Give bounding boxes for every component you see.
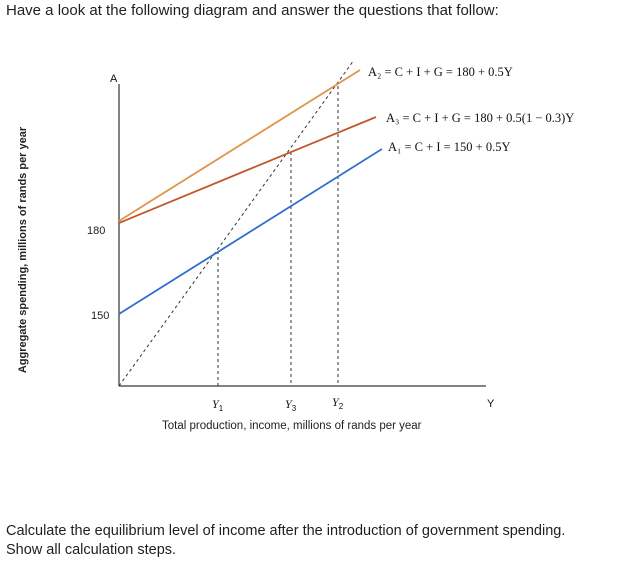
x-tick-label-y3: $Y_3$ (285, 397, 297, 413)
instruction-text: Have a look at the following diagram and answer the questions that follow: (6, 2, 499, 19)
y-axis-letter: A (110, 73, 118, 85)
x-axis-letter: Y (487, 398, 495, 410)
series-label-a2: A₂ = C + I + G = 180 + 0.5Y (368, 65, 513, 79)
x-tick-label-y1: $Y_1$ (212, 397, 224, 413)
series-label-a1: A₁ = C + I = 150 + 0.5Y (388, 140, 511, 154)
series-label-a3: A₃ = C + I + G = 180 + 0.5(1 − 0.3)Y (386, 111, 575, 125)
y-tick-label-180: 180 (87, 225, 106, 237)
question-text-line2: Show all calculation steps. (6, 542, 177, 558)
x-tick-label-y2: $Y_2$ (332, 395, 344, 411)
y-axis-label: Aggregate spending, millions of rands per year (17, 126, 29, 374)
forty-five-degree-line (119, 60, 354, 386)
question-text-line1: Calculate the equilibrium level of income after the introduction of government spending. (6, 523, 566, 539)
series-line-a1 (119, 149, 382, 314)
series-line-a3 (119, 117, 376, 223)
x-axis-label: Total production, income, millions of rands per year (162, 420, 422, 432)
series-line-a2 (119, 70, 360, 221)
y-tick-label-150: 150 (91, 310, 110, 322)
